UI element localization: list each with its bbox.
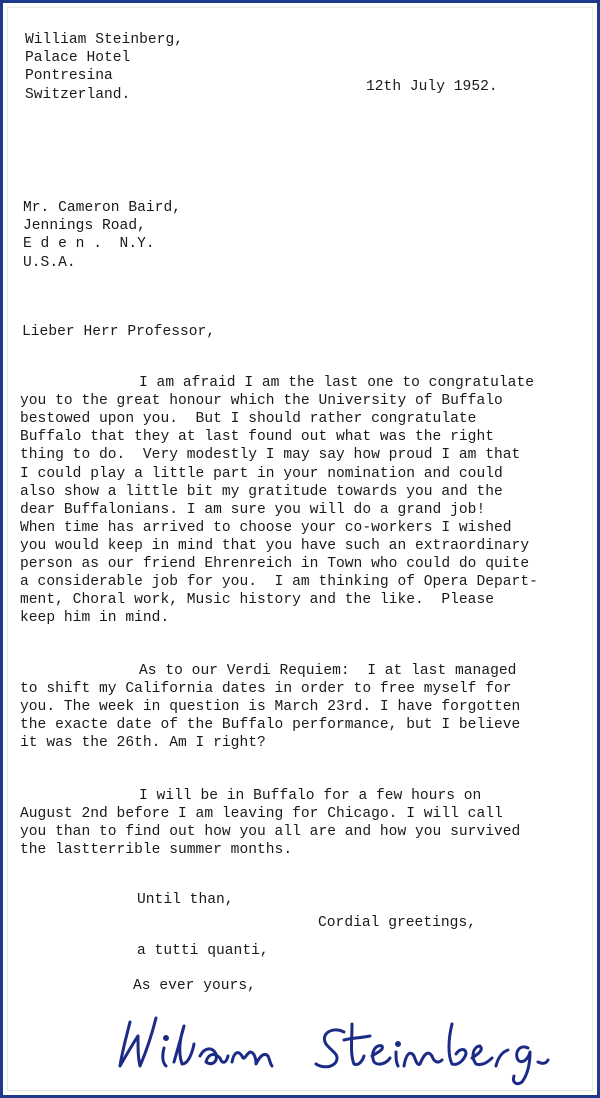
handwritten-signature: [108, 1004, 588, 1088]
sender-country: Switzerland.: [25, 87, 131, 103]
sender-city: Pontresina: [25, 68, 113, 84]
body-line: person as our friend Ehrenreich in Town who could do quite: [20, 556, 530, 572]
sender-hotel: Palace Hotel: [25, 50, 131, 66]
body-line: dear Buffalonians. I am sure you will do a grand job!: [20, 502, 486, 518]
body-line: you than to find out how you all are and how you survived: [20, 824, 521, 840]
closing-until: Until than,: [137, 892, 234, 908]
body-line: As to our Verdi Requiem: I at last managed: [139, 663, 517, 679]
recipient-city: E d e n . N.Y.: [23, 236, 155, 252]
body-line: you. The week in question is March 23rd. I have forgotten: [20, 699, 521, 715]
body-line: August 2nd before I am leaving for Chicago. I will call: [20, 806, 503, 822]
body-line: I am afraid I am the last one to congratulate: [139, 375, 534, 391]
body-line: also show a little bit my gratitude towards you and the: [20, 484, 503, 500]
recipient-street: Jennings Road,: [23, 218, 146, 234]
body-line: you to the great honour which the University of Buffalo: [20, 393, 503, 409]
closing-tutti: a tutti quanti,: [137, 943, 269, 959]
body-line: ment, Choral work, Music history and the like. Please: [20, 592, 494, 608]
body-line: thing to do. Very modestly I may say how proud I am that: [20, 447, 521, 463]
closing-greetings: Cordial greetings,: [318, 915, 476, 931]
body-line: it was the 26th. Am I right?: [20, 735, 266, 751]
body-line: Buffalo that they at last found out what was the right: [20, 429, 494, 445]
body-line: you would keep in mind that you have such an extraordinary: [20, 538, 530, 554]
body-line: to shift my California dates in order to free myself for: [20, 681, 512, 697]
body-line: When time has arrived to choose your co-workers I wished: [20, 520, 512, 536]
body-line: bestowed upon you. But I should rather congratulate: [20, 411, 477, 427]
body-line: the exacte date of the Buffalo performance, but I believe: [20, 717, 521, 733]
body-line: I will be in Buffalo for a few hours on: [139, 788, 482, 804]
closing-ever: As ever yours,: [133, 978, 256, 994]
sender-name: William Steinberg,: [25, 32, 183, 48]
body-line: keep him in mind.: [20, 610, 170, 626]
body-line: a considerable job for you. I am thinking of Opera Depart-: [20, 574, 538, 590]
letter-date: 12th July 1952.: [366, 79, 498, 95]
recipient-country: U.S.A.: [23, 255, 76, 271]
salutation: Lieber Herr Professor,: [22, 324, 216, 340]
recipient-name: Mr. Cameron Baird,: [23, 200, 181, 216]
body-line: I could play a little part in your nomination and could: [20, 466, 503, 482]
body-line: the lastterrible summer months.: [20, 842, 293, 858]
